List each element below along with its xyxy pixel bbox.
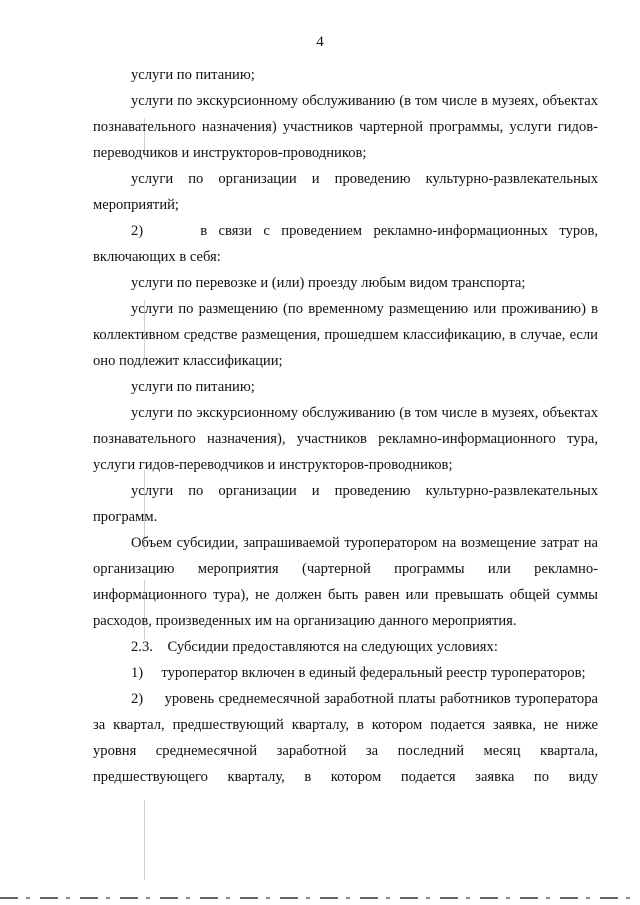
margin-mark	[144, 800, 145, 880]
page-number: 4	[316, 34, 324, 50]
paragraph: 1) туроператор включен в единый федеральный реестр туроператоров;	[131, 665, 586, 681]
paragraph: услуги по питанию;	[131, 379, 255, 395]
paragraph: услуги по перевозке и (или) проезду любым видом транспорта;	[131, 275, 526, 291]
scan-edge-line	[0, 897, 640, 899]
paragraph: услуги по организации и проведению культурно-развлекательных мероприятий;	[93, 171, 598, 213]
paragraph: услуги по питанию;	[131, 67, 255, 83]
paragraph: услуги по организации и проведению культурно-развлекательных программ.	[93, 483, 598, 525]
paragraph: 2.3. Субсидии предоставляются на следующих условиях:	[131, 639, 498, 655]
document-body	[93, 62, 598, 790]
paragraph: 2) в связи с проведением рекламно-информационных туров, включающих в себя:	[93, 223, 598, 265]
paragraph: 2) уровень среднемесячной заработной платы работников туроператора за квартал, предшествующий кварталу, в котором подается заявка, не ниже уровня среднемесячной заработной за последний месяц квартала, предшествующего кварталу, в котором подается заявка по виду	[93, 691, 598, 785]
paragraph: услуги по размещению (по временному размещению или проживанию) в коллективном средстве размещения, прошедшем классификацию, в случае, если оно подлежит классификации;	[93, 301, 598, 369]
paragraph: Объем субсидии, запрашиваемой туроператором на возмещение затрат на организацию мероприятия (чартерной программы или рекламно-информационного тура), не должен быть равен или превышать общей суммы расходов, произведенных им на организацию данного мероприятия.	[93, 535, 598, 629]
paragraph: услуги по экскурсионному обслуживанию (в том числе в музеях, объектах познавательного назначения) участников чартерной программы, услуги гидов-переводчиков и инструкторов-проводников;	[93, 93, 598, 161]
paragraph: услуги по экскурсионному обслуживанию (в том числе в музеях, объектах познавательного назначения), участников рекламно-информационного тура, услуги гидов-переводчиков и инструкторов-проводников;	[93, 405, 598, 473]
